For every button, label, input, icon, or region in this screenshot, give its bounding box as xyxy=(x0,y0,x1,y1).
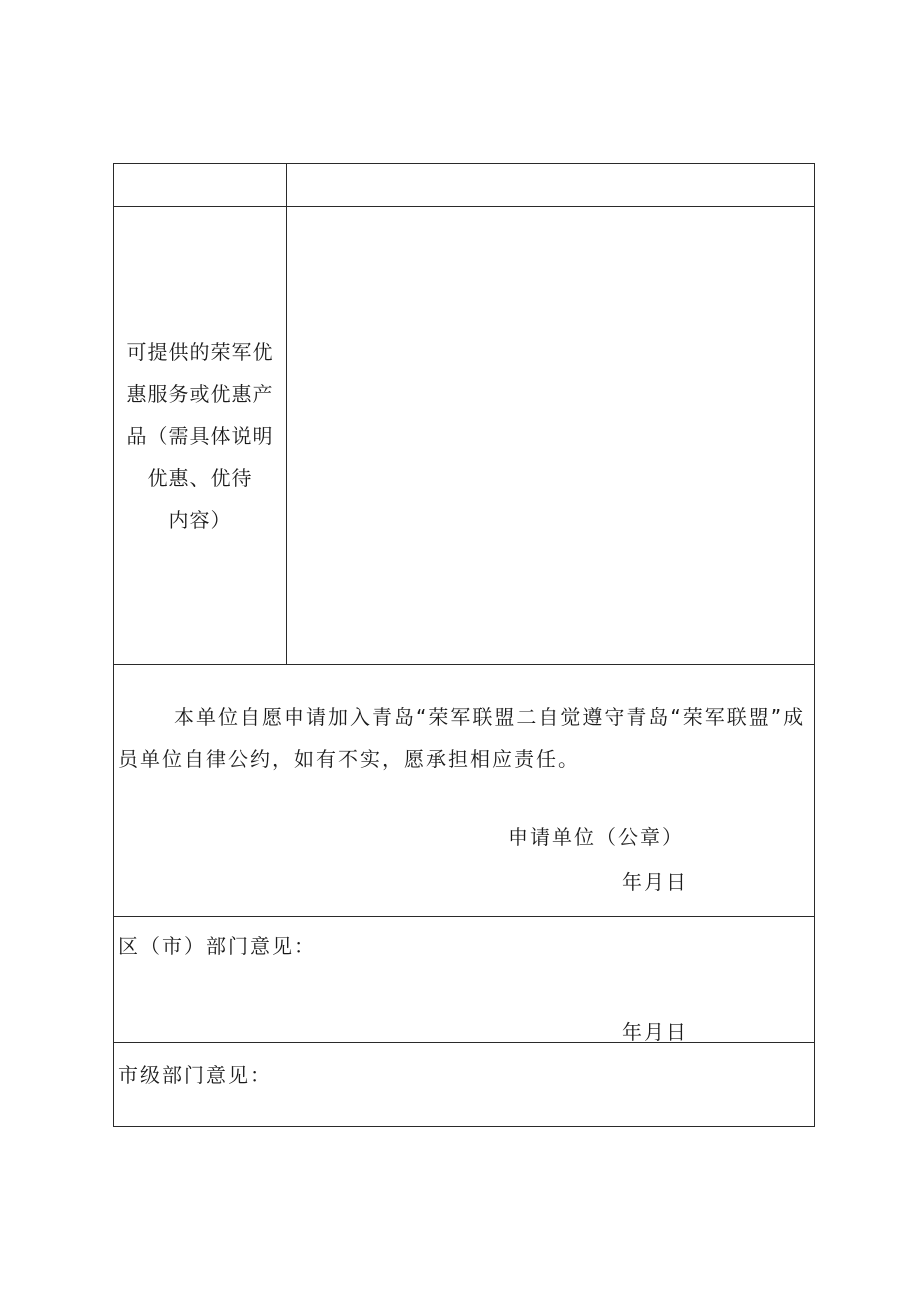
application-form-table xyxy=(113,163,815,1127)
services-label-cell xyxy=(114,207,286,664)
row-divider-4 xyxy=(114,1042,814,1043)
pledge-date-label: 年月日 xyxy=(622,870,688,894)
services-label-line: 可提供的荣军优 xyxy=(126,339,274,364)
city-opinion-label: 市级部门意见： xyxy=(118,1063,272,1087)
services-label-line: 惠服务或优惠产 xyxy=(126,381,274,406)
services-label-line: 优惠、优待 xyxy=(147,465,253,490)
services-label xyxy=(119,331,281,541)
district-opinion-label: 区（市）部门意见： xyxy=(118,934,316,958)
services-content-cell[interactable] xyxy=(287,207,815,664)
services-label-line: 品（需具体说明 xyxy=(126,423,274,448)
row-divider-3 xyxy=(114,916,814,917)
header-value-cell[interactable] xyxy=(287,164,815,206)
pledge-statement: 本单位自愿申请加入青岛“荣军联盟二自觉遵守青岛“荣军联盟”成员单位自律公约，如有不实，愿承担相应责任。 xyxy=(118,705,806,771)
district-opinion-date-label: 年月日 xyxy=(622,1020,688,1044)
header-label-cell xyxy=(114,164,286,206)
row-divider-2 xyxy=(114,664,814,665)
applicant-seal-label: 申请单位（公章） xyxy=(508,825,684,849)
services-label-line: 内容） xyxy=(168,507,232,532)
